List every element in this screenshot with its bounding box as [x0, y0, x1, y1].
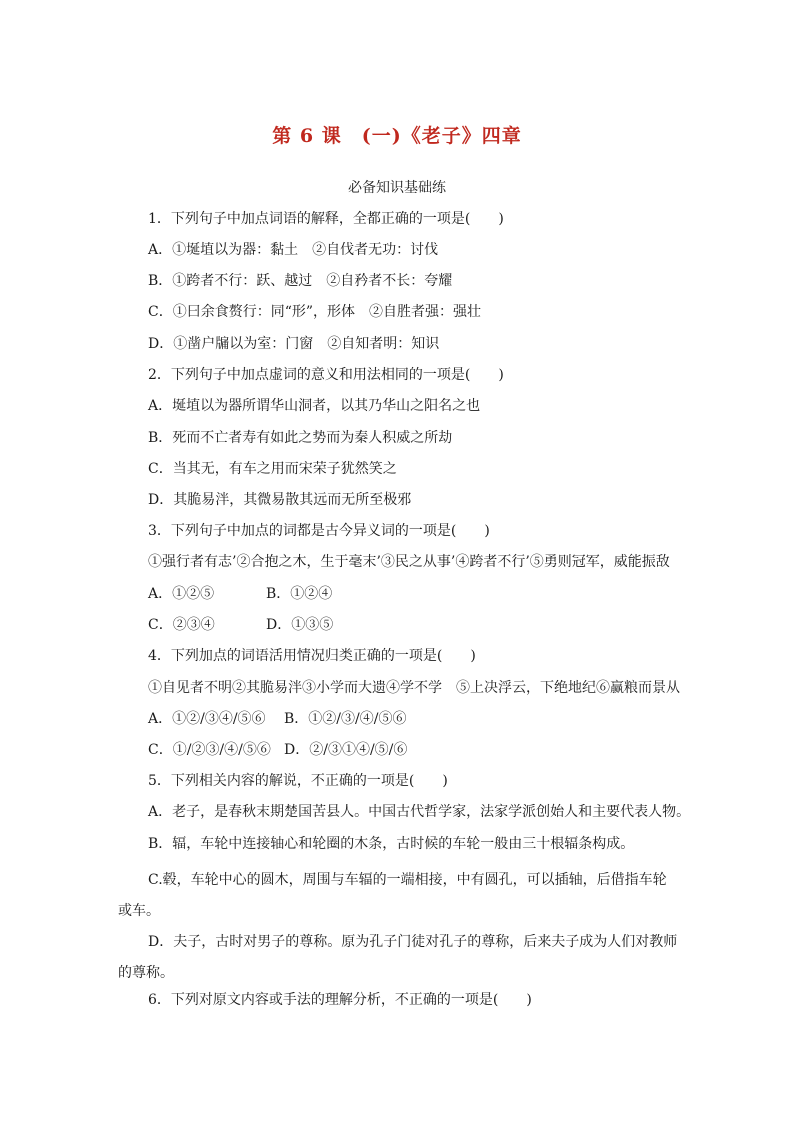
q5-option-a: A．老子，是春秋末期楚国苦县人。中国古代哲学家，法家学派创始人和主要代表人物。 — [148, 804, 691, 820]
q1-stem: 1．下列句子中加点词语的解释，全都正确的一项是( ) — [148, 211, 504, 227]
q2-option-a: A．埏埴以为器所谓华山洞者，以其乃华山之阳名之也 — [148, 398, 481, 414]
q3-option-c: C．②③④ — [148, 617, 215, 633]
q2-option-d: D．其脆易泮，其微易散其远而无所至极邪 — [148, 492, 412, 508]
lesson-title: 第 6 课 (一)《老子》四章 — [272, 125, 522, 147]
q1-option-a: A．①埏埴以为器：黏土 ②自伐者无功：讨伐 — [148, 242, 439, 258]
section-heading: 必备知识基础练 — [348, 180, 446, 196]
q5-option-d: D．夫子，古时对男子的尊称。原为孔子门徒对孔子的尊称，后来夫子成为人们对教师的尊称。 — [118, 934, 678, 981]
q3-options-cd — [148, 615, 678, 635]
q5-stem: 5．下列相关内容的解说，不正确的一项是( ) — [148, 773, 448, 789]
q3-option-b: B．①②④ — [266, 586, 333, 602]
q3-stem: 3．下列句子中加点的词都是古今异义词的一项是( ) — [148, 523, 490, 539]
q4-option-c: C．①/②③/④/⑤⑥ — [148, 742, 271, 758]
q4-options-cd — [148, 740, 678, 760]
q1-option-b: B．①跨者不行：跃、越过 ②自矜者不长：夸耀 — [148, 273, 453, 289]
q4-option-b: B．①②/③/④/⑤⑥ — [284, 711, 407, 727]
q2-stem: 2．下列句子中加点虚词的意义和用法相同的一项是( ) — [148, 367, 504, 383]
q5-option-c: C.毂，车轮中心的圆木，周围与车辐的一端相接，中有圆孔，可以插轴，后借指车轮或车。 — [118, 872, 667, 919]
q3-options-ab — [148, 584, 678, 604]
q4-option-d: D．②/③①④/⑤/⑥ — [284, 742, 408, 758]
q4-stem: 4．下列加点的词语活用情况归类正确的一项是( ) — [148, 648, 476, 664]
q4-items: ①自见者不明②其脆易泮③小学而大遗④学不学 ⑤上决浮云，下绝地纪⑥赢粮而景从 — [148, 680, 680, 696]
q4-option-a: A．①②/③④/⑤⑥ — [148, 711, 266, 727]
q3-option-a: A．①②⑤ — [148, 586, 215, 602]
q3-option-d: D．①③⑤ — [266, 617, 334, 633]
q1-option-d: D．①凿户牖以为室：门窗 ②自知者明：知识 — [148, 336, 440, 352]
q1-option-c: C．①曰余食赘行：同“形”，形体 ②自胜者强：强壮 — [148, 304, 482, 320]
q2-option-b: B．死而不亡者寿有如此之势而为秦人积威之所劫 — [148, 430, 453, 446]
q4-options-ab — [148, 709, 678, 729]
q3-items: ①强行者有志’②合抱之木，生于毫末’③民之从事’④跨者不行’⑤勇则冠军，威能振敌 — [148, 554, 670, 570]
q6-stem: 6．下列对原文内容或手法的理解分析，不正确的一项是( ) — [148, 992, 532, 1008]
q2-option-c: C．当其无，有车之用而宋荣子犹然笑之 — [148, 461, 397, 477]
q5-option-b: B．辐，车轮中连接轴心和轮圈的木条，古时候的车轮一般由三十根辐条构成。 — [148, 836, 635, 852]
